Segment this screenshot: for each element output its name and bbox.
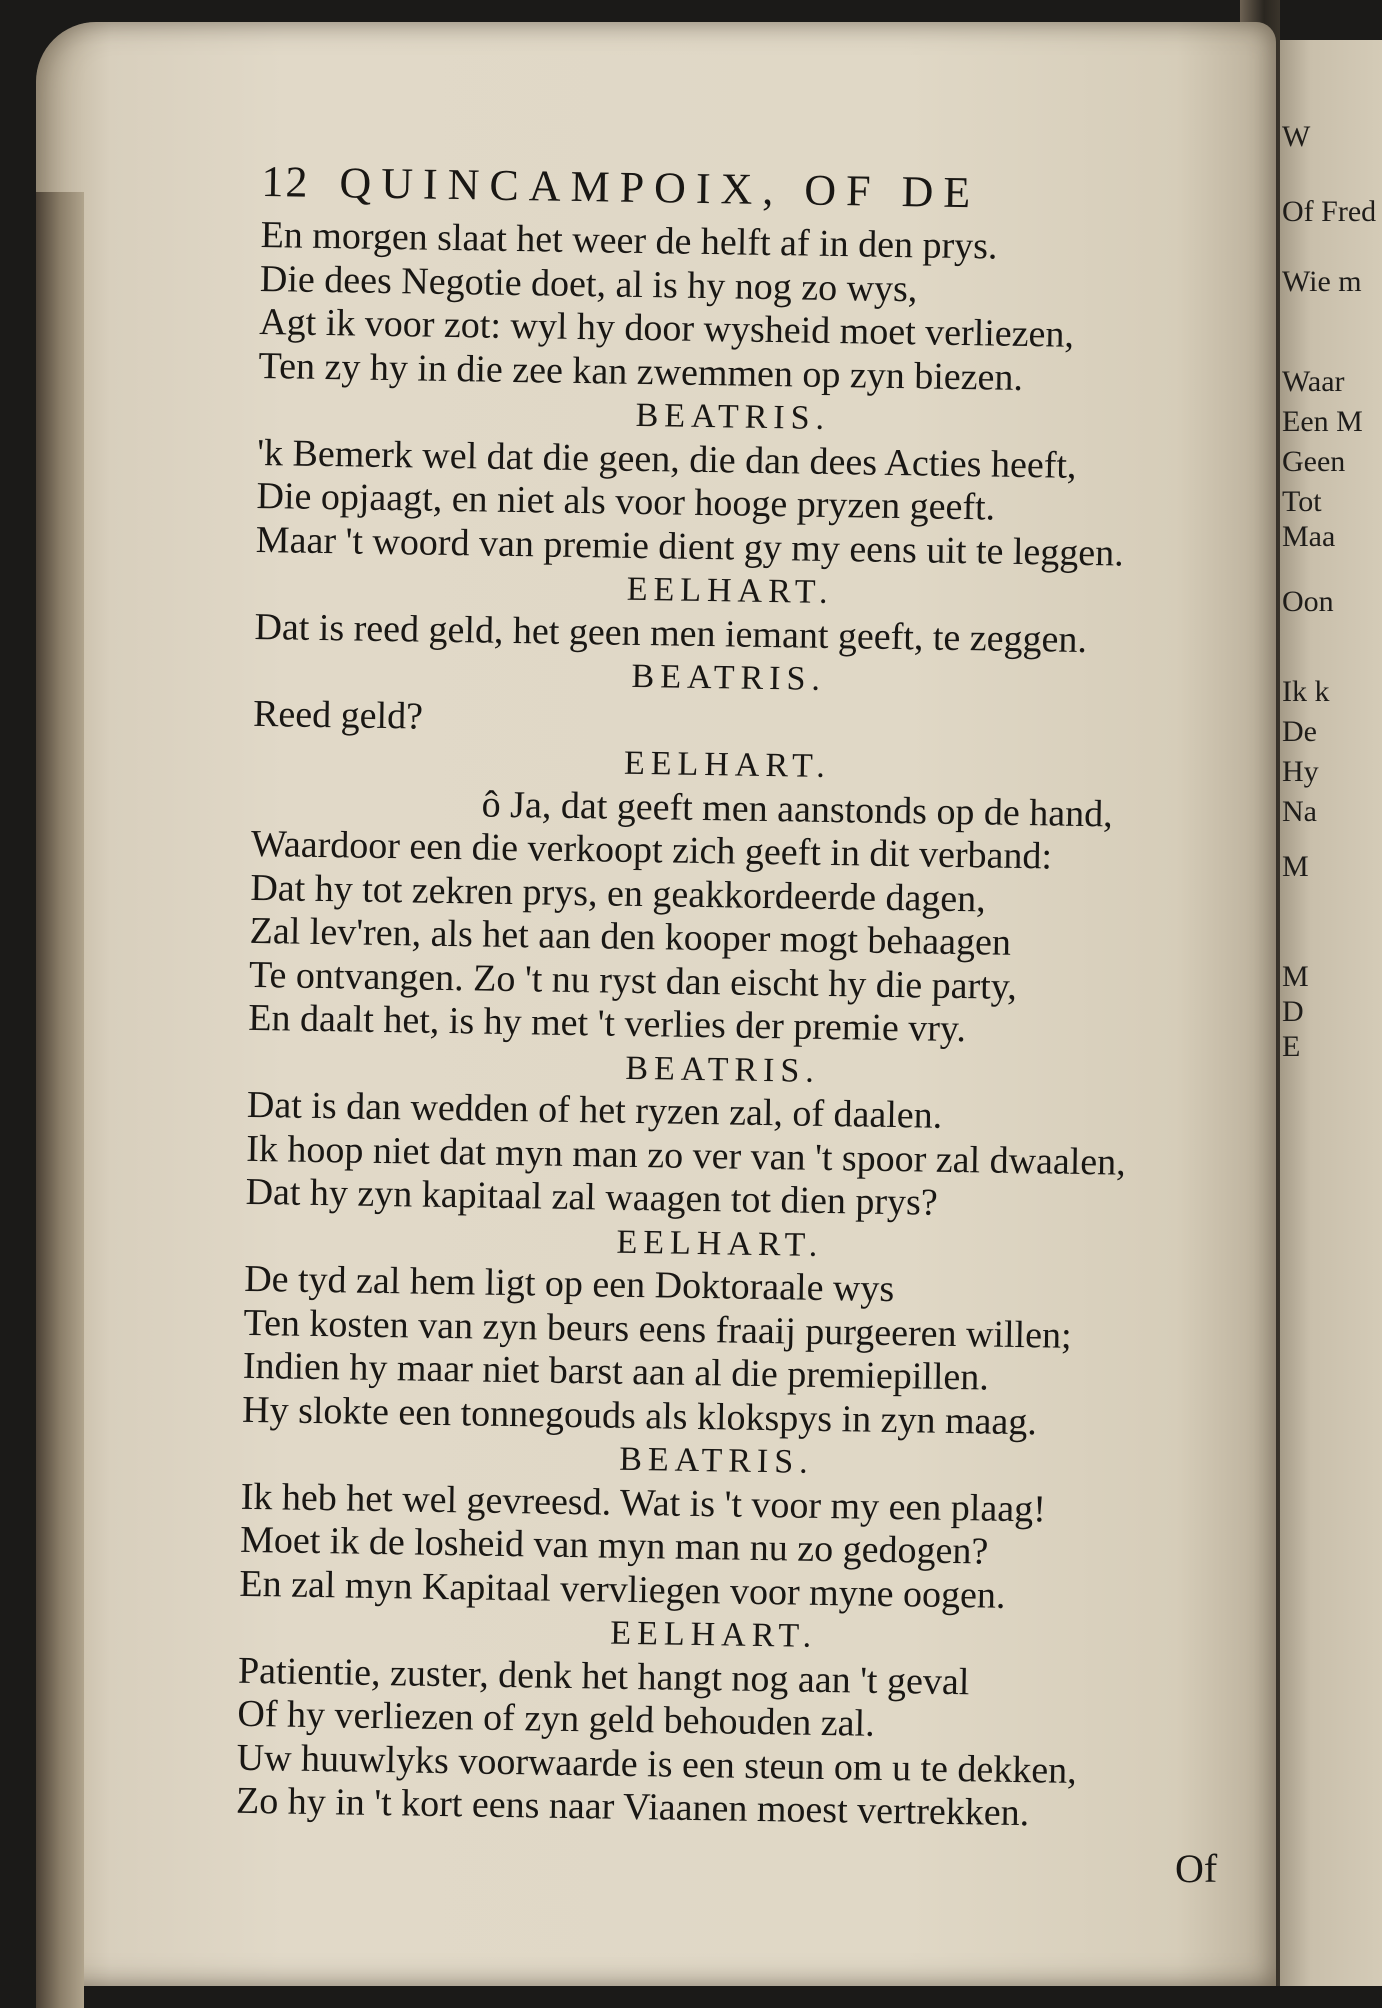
verse-line: ô Ja, dat geeft men aanstonds op de hand, <box>481 783 1114 835</box>
verse-line: Maar 't woord van premie dient gy my eens uit te leggen. <box>255 518 1125 575</box>
verse-line: Ik heb het wel gevreesd. Wat is 't voor my een plaag! <box>240 1475 1047 1530</box>
speaker-heading: EELHART. <box>623 744 832 786</box>
facing-page-line: De <box>1282 715 1317 748</box>
page-edge <box>36 192 84 2008</box>
facing-page-line: Na <box>1282 795 1317 828</box>
verse-line: Dat hy tot zekren prys, en geakkordeerde dagen, <box>250 866 987 920</box>
page-text <box>236 150 1212 1838</box>
verse-line: Patientie, zuster, denk het hangt nog aan 't geval <box>237 1649 970 1703</box>
facing-page-line: Ik k <box>1282 675 1330 708</box>
verse-line: Ten zy hy in die zee kan zwemmen op zyn biezen. <box>258 344 1024 399</box>
verse-body <box>236 214 1211 1838</box>
speaker-heading: BEATRIS. <box>625 1049 821 1090</box>
verse-line: Die dees Negotie doet, al is hy nog zo wys, <box>259 257 918 310</box>
facing-page-line: Tot <box>1282 485 1322 518</box>
facing-page-line: Maa <box>1282 520 1336 553</box>
facing-page-line: W <box>1282 120 1311 153</box>
verse-line: En daalt het, is hy met 't verlies der premie vry. <box>248 996 967 1051</box>
facing-page-line: Geen <box>1282 445 1346 478</box>
facing-page-line: Oon <box>1282 585 1334 618</box>
facing-page-line: M <box>1282 850 1309 883</box>
verse-line: Reed geld? <box>252 692 424 738</box>
verse-line: Dat is reed geld, het geen men iemant geeft, te zeggen. <box>254 605 1088 661</box>
verse-line: Moet ik de losheid van myn man nu zo gedogen? <box>239 1518 989 1573</box>
speaker-heading: EELHART. <box>610 1614 818 1655</box>
verse-line: Te ontvangen. Zo 't nu ryst dan eischt hy die party, <box>248 953 1018 1008</box>
facing-page-line: E <box>1282 1030 1301 1063</box>
speaker-heading: BEATRIS. <box>635 396 831 437</box>
verse-line: Agt ik voor zot: wyl hy door wysheid moet verliezen, <box>258 300 1075 356</box>
verse-line: Waardoor een die verkoopt zich geeft in dit verband: <box>250 822 1053 878</box>
verse-line: Zo hy in 't kort eens naar Viaanen moest vertrekken. <box>235 1779 1030 1835</box>
catchword: Of <box>1175 1846 1218 1891</box>
facing-page-line: D <box>1282 995 1304 1028</box>
verse-line: 'k Bemerk wel dat die geen, die dan dees Acties heeft, <box>256 431 1077 487</box>
running-title: QUINCAMPOIX, OF DE <box>339 158 981 218</box>
facing-page-line: M <box>1282 960 1309 993</box>
facing-page-line: Of Fred <box>1282 195 1377 228</box>
facing-page-line: Een M <box>1282 405 1363 438</box>
facing-page-line: Wie m <box>1282 265 1362 298</box>
verse-line: Uw huuwlyks voorwaarde is een steun om u te dekken, <box>236 1736 1078 1792</box>
verse-line: Zal lev'ren, als het aan den kooper mogt behaagen <box>249 909 1012 964</box>
verse-line: Dat hy zyn kapitaal zal waagen tot dien prys? <box>245 1170 939 1224</box>
speaker-heading: BEATRIS. <box>631 657 827 698</box>
speaker-heading: BEATRIS. <box>618 1440 814 1481</box>
verse-line: Ik hoop niet dat myn man zo ver van 't spoor zal dwaalen, <box>245 1127 1127 1184</box>
verse-line: Ten kosten van zyn beurs eens fraaij purgeeren willen; <box>243 1301 1072 1357</box>
verse-line: De tyd zal hem ligt op een Doktoraale wys <box>243 1257 895 1311</box>
verse-line: Hy slokte een tonnegouds als klokspys in zyn maag. <box>241 1388 1038 1443</box>
verse-line: Dat is dan wedden of het ryzen zal, of daalen. <box>246 1083 943 1137</box>
facing-page-line: Waar <box>1282 365 1345 398</box>
facing-page <box>1262 40 1382 1986</box>
verse-line: En morgen slaat het weer de helft af in den prys. <box>260 213 998 268</box>
verse-line: Die opjaagt, en niet als voor hooge pryzen geeft. <box>256 474 996 529</box>
verse-line: Of hy verliezen of zyn geld behouden zal. <box>237 1692 875 1745</box>
speaker-heading: EELHART. <box>616 1223 824 1264</box>
verse-line: En zal myn Kapitaal vervliegen voor myne oogen. <box>239 1562 1006 1617</box>
facing-page-line: Hy <box>1282 755 1319 788</box>
page-number: 12 <box>261 156 310 207</box>
speaker-heading: EELHART. <box>626 570 834 612</box>
verse-line: Indien hy maar niet barst aan al die premiepillen. <box>242 1344 990 1399</box>
